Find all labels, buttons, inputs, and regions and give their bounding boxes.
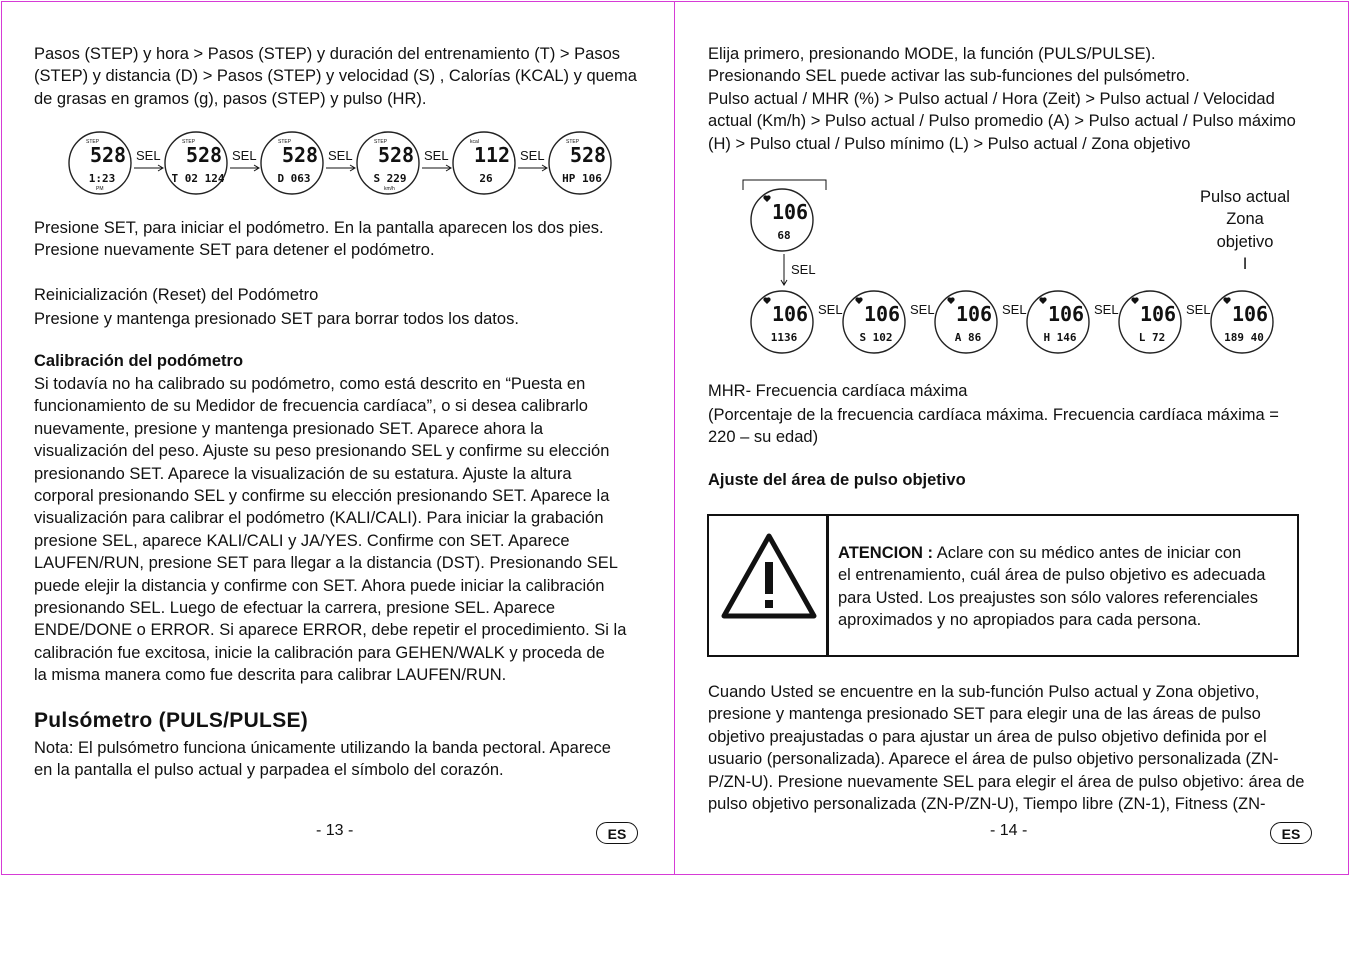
pulse-intro-paragraph: Elija primero, presionando MODE, la función (PULS/PULSE). Presionando SEL puede activar las sub-funciones del pulsómetro. Pulso actual / MHR (%) > Pulso actual / Hora (Zeit) > Pulso actual / Velocidad actual (Km/h) > Pulso actual / Pulso promedio (A) > Pulso actual / Pulso máximo (H) > Pulso ctual / Pulso mínimo (L) > Pulso actual / Zona objetivo (708, 45, 1296, 153)
zone-paragraph-rest: , presione y mantenga presionado SET para elegir una de las áreas de pulso objetivo preajustadas o para ajustar un área de pulso objetivo definida por el usuario (personalizada). Aparece el área de pulso objetivo personalizada (ZN- P/ZN-U). Presione nuevamente SEL para elegir el área de pulso objetivo: área de pulso objetivo personalizada (ZN-P/ZN-U), Tiempo libre (ZN-1), Fitness (ZN- (708, 683, 1305, 814)
pulse-watch-1 (751, 291, 813, 353)
sel-label: SEL (136, 148, 161, 163)
svg-text:km/h: km/h (384, 186, 395, 192)
svg-text:A 86: A 86 (954, 331, 982, 344)
svg-text:H 146: H 146 (1043, 331, 1077, 344)
sel-label: SEL (424, 148, 449, 163)
svg-text:S 229: S 229 (373, 172, 407, 185)
note-label: Nota: (34, 739, 74, 757)
warning-text (838, 542, 1288, 632)
svg-text:STEP: STEP (566, 139, 580, 145)
svg-text:STEP: STEP (374, 139, 388, 145)
sel-label: SEL (232, 148, 257, 163)
reset-heading: Reinicialización (Reset) del Podómetro (34, 286, 319, 304)
svg-text:S 102: S 102 (859, 331, 893, 344)
svg-text:528: 528 (185, 143, 223, 167)
pedometer-watch-2 (165, 132, 227, 194)
svg-text:106: 106 (771, 200, 809, 224)
sel-label: SEL (791, 262, 816, 277)
svg-text:1:23: 1:23 (88, 172, 116, 185)
pulse-watch-5 (1119, 291, 1181, 353)
zone-label: Pulso actual Zona objetivo I (1200, 188, 1290, 274)
sel-label: SEL (1186, 302, 1211, 317)
pedometer-watch-5 (453, 132, 515, 194)
pedometer-watch-4 (357, 132, 419, 194)
note-paragraph (34, 737, 644, 782)
intro-paragraph: Pasos (STEP) y hora > Pasos (STEP) y duración del entrenamiento (T) > Pasos (STEP) y distancia (D) > Pasos (STEP) y velocidad (S) , Calorías (KCAL) y quema de grasas en gramos (g), pasos (STEP) y pulso (HR). (34, 45, 637, 108)
target-zone-heading: Ajuste del área de pulso objetivo (708, 471, 966, 489)
pulse-watch-6 (1211, 291, 1273, 353)
svg-text:L 72: L 72 (1138, 331, 1166, 344)
pedometer-watch-6 (549, 132, 611, 194)
set-paragraph: Presione SET, para iniciar el podómetro. En la pantalla aparecen los dos pies. Presione nuevamente SET para detener el podómetro. (34, 219, 604, 260)
zone-paragraph (708, 681, 1328, 815)
mhr-heading: MHR- Frecuencia cardíaca máxima (708, 382, 968, 400)
warning-label: ATENCION : (838, 544, 934, 562)
svg-text:1136: 1136 (770, 331, 798, 344)
warning-box (707, 514, 1299, 657)
svg-text:STEP: STEP (278, 139, 292, 145)
sel-label: SEL (520, 148, 545, 163)
pulse-heading: Pulsómetro (PULS/PULSE) (34, 709, 309, 732)
svg-text:kcal: kcal (470, 139, 479, 145)
svg-text:112: 112 (473, 143, 511, 167)
pedometer-display-sequence (60, 130, 620, 196)
sel-label: SEL (328, 148, 353, 163)
zone-paragraph-start: Cuando Usted se encuentre en la sub-función (708, 683, 1049, 701)
pulse-watch-2 (843, 291, 905, 353)
svg-text:26: 26 (479, 172, 493, 185)
svg-text:T 02 124: T 02 124 (171, 172, 225, 185)
mhr-paragraph: (Porcentaje de la frecuencia cardíaca máxima. Frecuencia cardíaca máxima = 220 – su edad) (708, 406, 1279, 447)
svg-text:106: 106 (1139, 302, 1177, 326)
svg-text:106: 106 (771, 302, 809, 326)
calibration-paragraph: Si todavía no ha calibrado su podómetro, como está descrito en “Puesta en funcionamiento de su Medidor de frecuencia cardíaca”, o si desea calibrarlo nuevamente, presione y mantenga presionado SET. Aparece ahora la visualización del peso. Ajuste su peso presionando SEL y confirme su elección presionando SET. Aparece la visualización de su estatura. Ajuste la altura corporal presionando SEL y confirme su elección presionando SET. Aparece la visualización para calibrar el podómetro (KALI/CALI). Para iniciar la grabación presione SEL, aparece KALI/CALI y JA/YES. Confirme con SET. Aparece LAUFEN/RUN, presione SET para llegar a la distancia (DST). Presionando SEL puede elejir la distancia y confirme con SET. Ahora puede iniciar la calibración presionando SEL. Luego de efectuar la carrera, presione SEL. Aparece ENDE/DONE o ERROR. Si aparece ERROR, debe repetir el procedimiento. Si la calibración fue excitosa, inicie la calibración para GEHEN/WALK y proceda de la misma manera como fue descrita para calibrar LAUFEN/RUN. (34, 375, 627, 685)
pedometer-watch-3 (261, 132, 323, 194)
svg-text:STEP: STEP (86, 139, 100, 145)
svg-text:528: 528 (377, 143, 415, 167)
svg-text:106: 106 (863, 302, 901, 326)
warning-body: Aclare con su médico antes de iniciar con el entrenamiento, cuál área de pulso objetivo es adecuada para Usted. Los preajustes son sólo valores referenciales aproximados y no apropiados para cada persona. (838, 544, 1266, 630)
sel-label: SEL (1094, 302, 1119, 317)
pulse-watch-3 (935, 291, 997, 353)
calibration-heading: Calibración del podómetro (34, 352, 244, 370)
svg-text:HP 106: HP 106 (562, 172, 602, 185)
svg-text:189 40: 189 40 (1224, 331, 1264, 344)
svg-text:106: 106 (1047, 302, 1085, 326)
svg-text:528: 528 (89, 143, 127, 167)
pulse-watch-4 (1027, 291, 1089, 353)
sel-label: SEL (910, 302, 935, 317)
svg-text:68: 68 (777, 229, 791, 242)
svg-text:D 063: D 063 (277, 172, 311, 185)
zone-paragraph-highlight: Pulso actual y Zona objetivo (1048, 683, 1255, 701)
sel-label: SEL (818, 302, 843, 317)
svg-text:106: 106 (955, 302, 993, 326)
sel-label: SEL (1002, 302, 1027, 317)
pedometer-watch-1 (69, 132, 131, 194)
svg-text:528: 528 (569, 143, 607, 167)
page-number-14: - 14 - (990, 822, 1028, 839)
svg-text:PM: PM (96, 186, 104, 192)
page-number-13: - 13 - (316, 822, 354, 839)
pulse-watch-top (751, 189, 813, 251)
note-text: El pulsómetro funciona únicamente utilizando la banda pectoral. Aparece en la pantalla el pulso actual y parpadea el símbolo del corazón. (34, 739, 611, 780)
warning-icon (719, 530, 819, 622)
svg-text:STEP: STEP (182, 139, 196, 145)
language-badge-right: ES (1270, 822, 1312, 844)
reset-paragraph: Presione y mantenga presionado SET para borrar todos los datos. (34, 310, 519, 328)
language-badge: ES (596, 822, 638, 844)
svg-text:106: 106 (1231, 302, 1269, 326)
warning-divider (826, 516, 829, 655)
svg-text:528: 528 (281, 143, 319, 167)
